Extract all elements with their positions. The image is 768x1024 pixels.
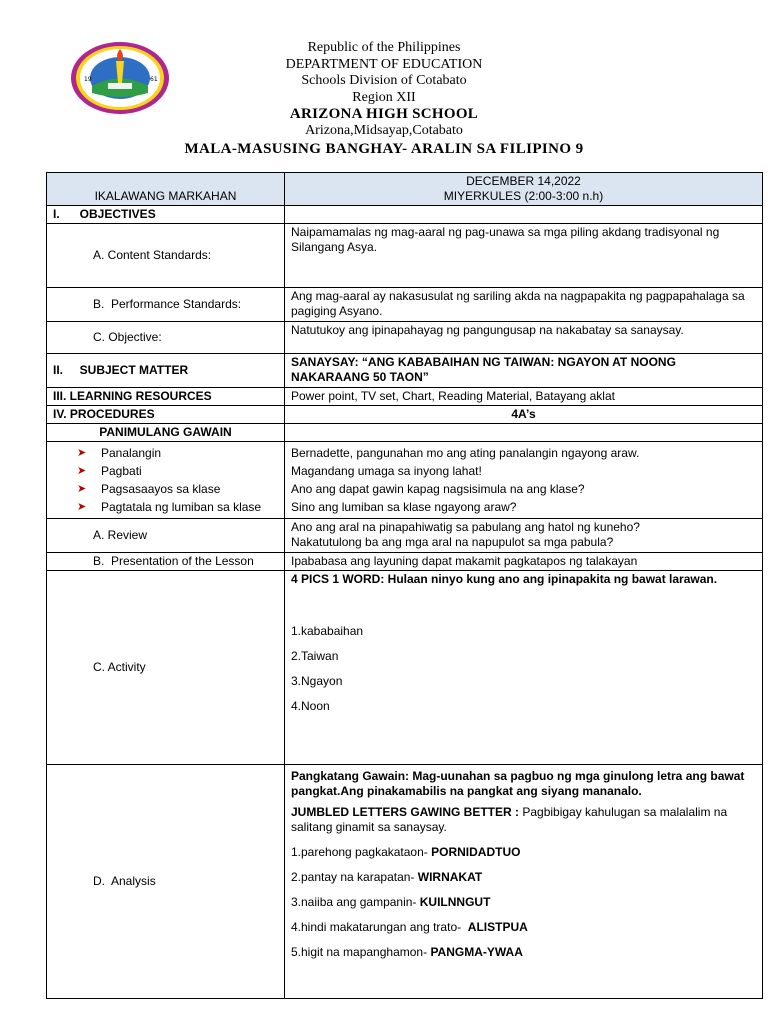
date-text: DECEMBER 14,2022	[466, 174, 581, 188]
subject-matter-text: SANAYSAY: “ANG KABABAIHAN NG TAIWAN: NGAYON AT NOONG NAKARAANG 50 TAON”	[285, 354, 763, 388]
presentation-label: B. Presentation of the Lesson	[47, 553, 285, 571]
date-cell	[285, 173, 763, 206]
panimulang-empty	[285, 424, 763, 442]
arrow-bullet-icon: ➤	[77, 482, 87, 495]
list-item: 1.parehong pagkakataon- PORNIDADTUO	[291, 845, 521, 859]
document-header	[0, 40, 768, 158]
arrow-bullet-icon: ➤	[77, 500, 87, 513]
list-item: Sino ang lumiban sa klase ngayong araw?	[291, 500, 517, 514]
list-item: 4.Noon	[291, 699, 330, 713]
list-item: ➤ Pagtatala ng lumiban sa klase	[77, 499, 262, 514]
objectives-heading: I. OBJECTIVES	[47, 206, 285, 224]
header-republic: Republic of the Philippines	[307, 40, 461, 55]
procedures-text: 4A’s	[285, 406, 763, 424]
list-item: 2.Taiwan	[291, 649, 339, 663]
subject-matter-label: II. SUBJECT MATTER	[47, 354, 285, 388]
list-item: 3.naiiba ang gampanin- KUILNNGUT	[291, 895, 491, 909]
analysis-label: D. Analysis	[47, 765, 285, 999]
performance-standards-text: Ang mag-aaral ay nakasusulat ng sariling akda na nagpapakita ng pagpapahalaga sa pagiging Asyano.	[285, 288, 763, 322]
list-item: ➤ Pagbati	[77, 463, 142, 478]
list-item: ➤ Pagsasaayos sa klase	[77, 481, 221, 496]
header-department: DEPARTMENT OF EDUCATION	[285, 56, 483, 72]
preliminary-activities-list	[47, 442, 285, 519]
learning-resources-text: Power point, TV set, Chart, Reading Material, Batayang aklat	[285, 388, 763, 406]
header-address: Arizona,Midsayap,Cotabato	[305, 122, 463, 138]
activity-label: C. Activity	[47, 571, 285, 765]
list-item: ➤ Panalangin	[77, 445, 162, 460]
review-text: Ano ang aral na pinapahiwatig sa pabulang ang hatol ng kuneho? Nakatutulong ba ang mga aral na napupulot sa mga pabula?	[285, 519, 763, 553]
header-division: Schools Division of Cotabato	[301, 73, 467, 88]
list-item: 3.Ngayon	[291, 674, 343, 688]
list-item: 5.higit na mapanghamon- PANGMA-YWAA	[291, 945, 523, 959]
learning-resources-label: III. LEARNING RESOURCES	[47, 388, 285, 406]
list-item: Bernadette, pangunahan mo ang ating panalangin ngayong araw.	[291, 446, 640, 460]
performance-standards-label: B. Performance Standards:	[47, 288, 285, 322]
page-title: MALA-MASUSING BANGHAY- ARALIN SA FILIPINO 9	[184, 141, 584, 157]
list-item: Ano ang dapat gawin kapag nagsisimula na ang klase?	[291, 482, 585, 496]
logo-year-right: 61	[150, 76, 158, 83]
list-item: 4.hindi makatarungan ang trato- ALISTPUA	[291, 920, 528, 934]
content-standards-text: Naipamamalas ng mag-aaral ng pag-unawa sa mga piling akdang tradisyonal ng Silangang Asya.	[285, 224, 763, 288]
header-school: ARIZONA HIGH SCHOOL	[289, 106, 479, 122]
lesson-plan-table	[46, 172, 763, 999]
analysis-cell	[285, 765, 763, 999]
arrow-bullet-icon: ➤	[77, 464, 87, 477]
jumbled-heading: JUMBLED LETTERS GAWING BETTER : Pagbibigay kahulugan sa malalalim na salitang ginamit sa sanaysay.	[291, 805, 728, 834]
day-time-text: MIYERKULES (2:00-3:00 n.h)	[443, 189, 604, 203]
list-item: 2.pantay na karapatan- WIRNAKAT	[291, 870, 483, 884]
panimulang-gawain-heading: PANIMULANG GAWAIN	[47, 424, 285, 442]
quarter-label: IKALAWANG MARKAHAN	[94, 189, 237, 203]
preliminary-activities-text	[285, 442, 763, 519]
arrow-bullet-icon: ➤	[77, 446, 87, 459]
objective-text: Natutukoy ang ipinapahayag ng pangungusap na nakabatay sa sanaysay.	[285, 322, 763, 354]
header-region: Region XII	[352, 89, 416, 105]
analysis-intro: Pangkatang Gawain: Mag-uunahan sa pagbuo ng mga ginulong letra ang bawat pangkat.Ang pinakamabilis na pangkat ang siyang mananalo.	[291, 769, 745, 798]
objective-label: C. Objective:	[47, 322, 285, 354]
content-standards-label: A. Content Standards:	[47, 224, 285, 288]
procedures-label: IV. PROCEDURES	[47, 406, 285, 424]
activity-cell	[285, 571, 763, 765]
review-label: A. Review	[47, 519, 285, 553]
list-item: Magandang umaga sa inyong lahat!	[291, 464, 482, 478]
objectives-empty	[285, 206, 763, 224]
presentation-text: Ipababasa ang layuning dapat makamit pagkatapos ng talakayan	[285, 553, 763, 571]
list-item: 1.kababaihan	[291, 624, 364, 638]
logo-year-left: 19	[84, 76, 92, 83]
activity-intro: 4 PICS 1 WORD: Hulaan ninyo kung ano ang ipinapakita ng bawat larawan.	[291, 572, 718, 586]
quarter-cell	[47, 173, 285, 206]
